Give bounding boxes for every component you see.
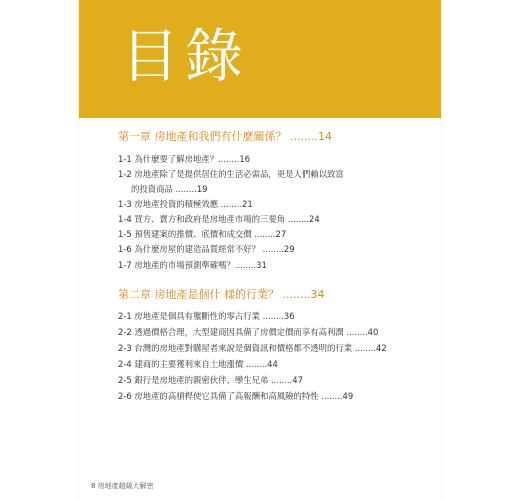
toc-entry-1-4: 1-4 買方、賣方和政府是房地產市場的三要角 ........24 — [118, 214, 320, 224]
toc-entry-1-2: 1-2 房地產除了是提供居住的生活必需品，更是人們賴以致富 — [118, 169, 344, 179]
chapter-2-heading: 第二章 房地產是個什 樣的行業？ ........34 — [118, 288, 325, 301]
book-page — [79, 0, 441, 500]
toc-entry-1-7: 1-7 房地產的市場預測準確嗎？........31 — [118, 260, 267, 270]
toc-entry-1-6: 1-6 為什麼房屋的建造品質經常不好？ ........29 — [118, 244, 295, 254]
toc-entry-2-1: 2-1 房地產是個具有壟斷性的零占行業 ........36 — [118, 311, 295, 321]
title-banner — [79, 0, 441, 118]
toc-entry-1-3: 1-3 房地產投資的積極效應 ........21 — [118, 199, 253, 209]
toc-entry-1-1: 1-1 為什麼要了解房地產？........16 — [118, 154, 251, 164]
toc-entry-2-3: 2-3 台灣的房地產對購屋者來說是個資訊和價格都不透明的行業 ........42 — [118, 343, 387, 353]
page-title: 目錄 — [121, 22, 250, 90]
toc-entry-2-6: 2-6 房地產的高槓桿使它具備了高報酬和高風險的特性 ........49 — [118, 391, 354, 401]
page-footer: 8 房地產超級大解密 — [91, 482, 154, 490]
toc-entry-2-5: 2-5 銀行是房地產的親密伙伴、孿生兄弟 ........47 — [118, 375, 303, 385]
toc-entry-2-4: 2-4 建商的主要獲利來自土地漲價 ........44 — [118, 359, 278, 369]
toc-entry-1-5: 1-5 預售建案的推價、底價和成交價 ........27 — [118, 229, 287, 239]
chapter-1-heading: 第一章 房地產和我們有什麼關係？ ........14 — [118, 130, 332, 143]
toc-entry-2-2: 2-2 透過價格合理，大型建商因具備了房價定價而享有高利潤 ........40 — [118, 327, 379, 337]
toc-entry-1-2-cont: 的投資商品 ........19 — [131, 184, 208, 194]
